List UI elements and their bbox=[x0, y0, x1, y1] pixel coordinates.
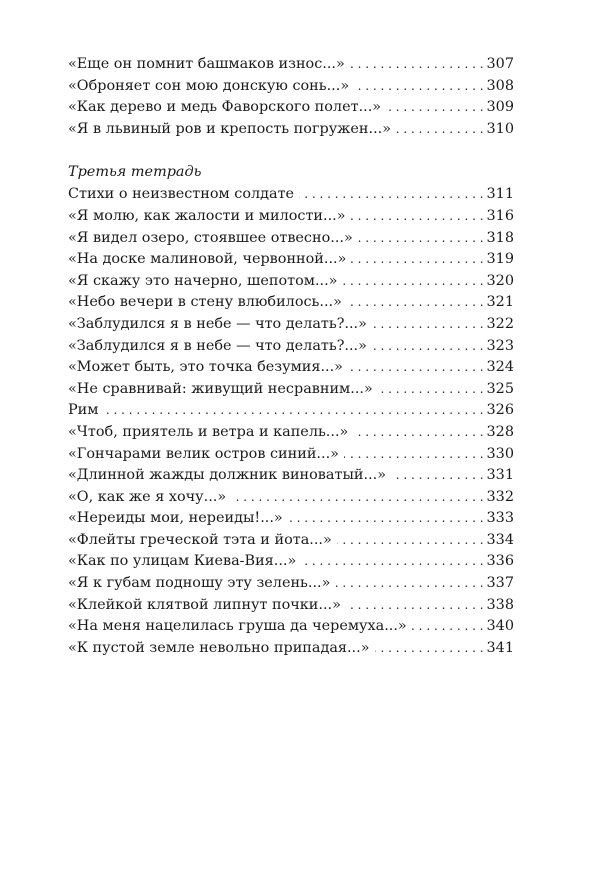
toc-entry-title: «Гончарами велик остров синий...» bbox=[68, 445, 339, 462]
toc-entry-title: «Я видел озеро, стоявшее отвесно...» bbox=[68, 229, 353, 246]
toc-entry-page: 319 bbox=[486, 251, 514, 268]
dot-leader bbox=[288, 508, 484, 530]
toc-entry bbox=[68, 551, 514, 573]
dot-leader bbox=[103, 400, 483, 422]
toc-entry-title: «О, как же я хочу...» bbox=[68, 488, 227, 505]
toc-entry-page: 337 bbox=[486, 575, 514, 592]
toc-entry bbox=[68, 184, 514, 206]
toc-entry bbox=[68, 465, 514, 487]
toc-entry-title: «Небо вечери в стену влюбилось...» bbox=[68, 294, 342, 311]
toc-entry-title: «На доске малиновой, червонной...» bbox=[68, 251, 347, 268]
dot-leader bbox=[335, 573, 483, 595]
toc-entry bbox=[68, 76, 514, 98]
toc-entry bbox=[68, 595, 514, 617]
toc-entry bbox=[68, 228, 514, 250]
toc-entry bbox=[68, 379, 514, 401]
toc-entry-page: 307 bbox=[486, 56, 514, 72]
toc-entry-page: 309 bbox=[486, 99, 514, 116]
toc-entry-page: 316 bbox=[486, 207, 514, 224]
toc-entry bbox=[68, 444, 514, 466]
toc-entry bbox=[68, 422, 514, 444]
toc-entry-page: 311 bbox=[486, 186, 514, 203]
toc-entry-title: «Как дерево и медь Фаворского полет...» bbox=[68, 99, 382, 116]
toc-entry-page: 340 bbox=[486, 618, 514, 635]
toc-entry bbox=[68, 573, 514, 595]
dot-leader bbox=[337, 530, 484, 552]
toc-entry-page: 326 bbox=[486, 402, 514, 419]
toc-entry bbox=[68, 616, 514, 638]
toc-entry-title: «Я скажу это начерно, шепотом...» bbox=[68, 272, 338, 289]
toc-entry bbox=[68, 400, 514, 422]
toc-entry-title: «Я в львиный ров и крепость погружен...» bbox=[68, 120, 392, 137]
toc-entry-title: «Как по улицам Киева-Вия...» bbox=[68, 553, 297, 570]
dot-leader bbox=[372, 314, 484, 336]
dot-leader bbox=[372, 336, 484, 358]
toc-entry bbox=[68, 487, 514, 509]
dot-leader bbox=[301, 551, 483, 573]
dot-leader bbox=[351, 249, 483, 271]
dot-leader bbox=[358, 228, 484, 250]
toc-entry-page: 332 bbox=[486, 488, 514, 505]
toc-entry-page: 338 bbox=[486, 596, 514, 613]
dot-leader bbox=[391, 465, 484, 487]
toc-entry-title: «Чтоб, приятель и ветра и капель...» bbox=[68, 423, 349, 440]
toc-entry-page: 325 bbox=[486, 380, 514, 397]
toc-entry bbox=[68, 314, 514, 336]
dot-leader bbox=[350, 54, 484, 76]
toc-entry-title: «Я к губам подношу эту зелень...» bbox=[68, 575, 331, 592]
dot-leader bbox=[346, 595, 484, 617]
toc-entry-page: 336 bbox=[486, 553, 514, 570]
toc-entry bbox=[68, 357, 514, 379]
dot-leader bbox=[347, 292, 484, 314]
toc-entry bbox=[68, 530, 514, 552]
toc-entry-page: 323 bbox=[486, 337, 514, 354]
toc-entry bbox=[68, 292, 514, 314]
toc-entry-title: «Заблудился я в небе — что делать?...» bbox=[68, 315, 367, 332]
toc-entry-page: 333 bbox=[486, 510, 514, 527]
toc-list-top bbox=[68, 54, 514, 140]
toc-entry-title: «К пустой земле невольно припадая...» bbox=[68, 639, 370, 656]
toc-entry-page: 308 bbox=[486, 77, 514, 94]
toc-entry-page: 331 bbox=[486, 467, 514, 484]
toc-entry bbox=[68, 119, 514, 141]
toc-entry bbox=[68, 97, 514, 119]
dot-leader bbox=[344, 444, 484, 466]
toc-entry-page: 328 bbox=[486, 423, 514, 440]
toc-entry-page: 334 bbox=[486, 531, 514, 548]
toc-entry-page: 330 bbox=[486, 445, 514, 462]
toc-entry-page: 318 bbox=[486, 229, 514, 246]
toc-list-section bbox=[68, 184, 514, 659]
toc-entry-title: «Еще он помнит башмаков износ...» bbox=[68, 56, 345, 72]
toc-entry-title: «Заблудился я в небе — что делать?...» bbox=[68, 337, 367, 354]
toc-entry-title: «На меня нацелилась груша да черемуха...» bbox=[68, 618, 407, 635]
toc-entry-title: «Клейкой клятвой липнут почки...» bbox=[68, 596, 341, 613]
toc-entry-title: «Оброняет сон мою донскую сонь...» bbox=[68, 77, 350, 94]
toc-entry-title: «Нереиды мои, нереиды!...» bbox=[68, 510, 283, 527]
book-page bbox=[68, 54, 514, 659]
toc-entry-title: «Длинной жажды должник виноватый...» bbox=[68, 467, 387, 484]
dot-leader bbox=[348, 357, 484, 379]
toc-entry bbox=[68, 508, 514, 530]
dot-leader bbox=[299, 184, 483, 206]
dot-leader bbox=[412, 616, 484, 638]
dot-leader bbox=[396, 119, 484, 141]
toc-entry bbox=[68, 271, 514, 293]
toc-entry-page: 310 bbox=[486, 120, 514, 137]
toc-entry-title: «Не сравнивай: живущий несравним...» bbox=[68, 380, 373, 397]
dot-leader bbox=[353, 422, 483, 444]
toc-entry-title: «Может быть, это точка безумия...» bbox=[68, 359, 343, 376]
dot-leader bbox=[378, 379, 484, 401]
toc-entry-title: «Флейты греческой тэта и йота...» bbox=[68, 531, 332, 548]
toc-entry bbox=[68, 206, 514, 228]
toc-entry-page: 324 bbox=[486, 359, 514, 376]
dot-leader bbox=[351, 206, 484, 228]
toc-entry bbox=[68, 249, 514, 271]
dot-leader bbox=[386, 97, 483, 119]
toc-entry-title: Стихи о неизвестном солдате bbox=[68, 186, 295, 203]
toc-entry-page: 321 bbox=[486, 294, 514, 311]
toc-entry-page: 322 bbox=[486, 315, 514, 332]
toc-entry bbox=[68, 336, 514, 358]
dot-leader bbox=[343, 271, 484, 293]
toc-entry-title: «Я молю, как жалости и милости...» bbox=[68, 207, 346, 224]
toc-entry bbox=[68, 638, 514, 660]
toc-entry-page: 341 bbox=[486, 639, 514, 656]
toc-entry-title: Рим bbox=[68, 402, 99, 419]
dot-leader bbox=[375, 638, 484, 660]
toc-entry bbox=[68, 54, 514, 76]
section-heading: Третья тетрадь bbox=[68, 164, 202, 181]
dot-leader bbox=[231, 487, 483, 509]
toc-entry-page: 320 bbox=[486, 272, 514, 289]
dot-leader bbox=[354, 76, 483, 98]
